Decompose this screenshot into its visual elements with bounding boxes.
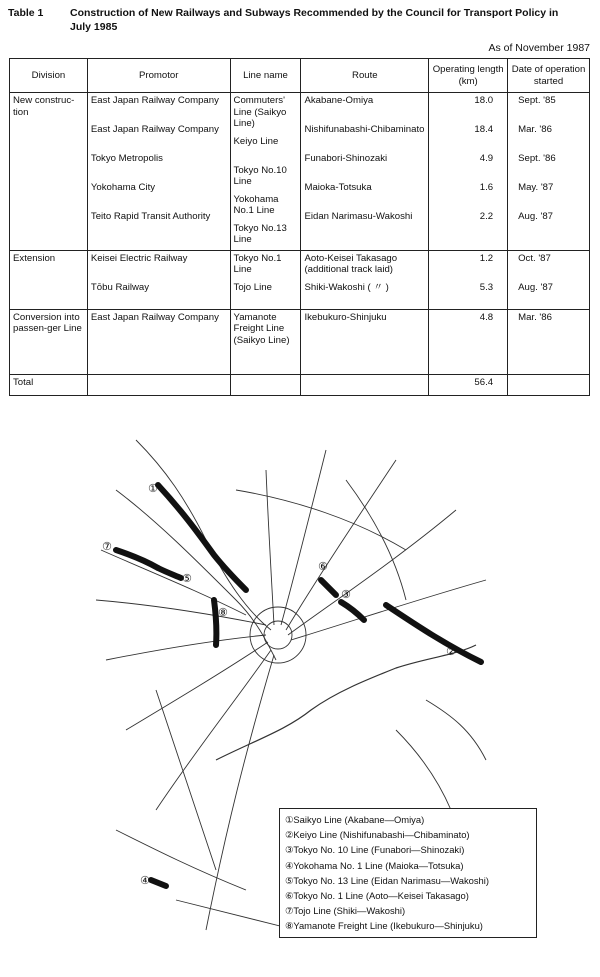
legend-item-8: ⑧Yamanote Freight Line (Ikebukuro—Shinjuku) bbox=[285, 920, 483, 932]
date: Sept. '85 bbox=[518, 95, 556, 106]
map-marker-8: ⑧ bbox=[218, 606, 228, 619]
route: Eidan Narimasu-Wakoshi bbox=[304, 211, 413, 222]
line-cell bbox=[230, 309, 301, 374]
date: Sept. '86 bbox=[518, 153, 556, 164]
table-number: Table 1 bbox=[8, 7, 44, 19]
length-cell bbox=[429, 309, 508, 374]
legend-item-2: ②Keiyo Line (Nishifunabashi—Chibaminato) bbox=[285, 829, 470, 841]
map-marker-4: ④ bbox=[140, 874, 150, 887]
header-line-name: Line name bbox=[230, 59, 301, 93]
line-name: Commuters' Line (Saikyo Line) bbox=[233, 95, 287, 129]
line-name: Tokyo No.13 Line bbox=[233, 222, 287, 245]
length-cell bbox=[429, 250, 508, 309]
table-group-conversion bbox=[10, 309, 590, 374]
map-marker-1: ① bbox=[148, 482, 158, 495]
date-cell bbox=[508, 93, 590, 251]
date-cell bbox=[508, 250, 590, 309]
date: Mar. '86 bbox=[518, 124, 552, 135]
promotor: Keisei Electric Railway bbox=[90, 252, 188, 264]
route: Akabane-Omiya bbox=[304, 95, 374, 106]
line-cell bbox=[230, 93, 301, 251]
length: 2.2 bbox=[479, 211, 494, 222]
map-marker-7: ⑦ bbox=[102, 540, 112, 553]
railway-table bbox=[9, 58, 590, 396]
date-cell bbox=[508, 309, 590, 374]
promotor: Tokyo Metropolis bbox=[90, 153, 163, 164]
date: May. '87 bbox=[518, 182, 554, 193]
table-total-row bbox=[10, 374, 590, 395]
length: 18.0 bbox=[474, 95, 494, 106]
length: 4.8 bbox=[479, 311, 494, 323]
header-promotor: Promotor bbox=[87, 59, 230, 93]
promotor-cell bbox=[87, 93, 230, 251]
promotor: East Japan Railway Company bbox=[90, 124, 219, 135]
route-cell bbox=[301, 250, 429, 309]
legend-item-4: ④Yokohama No. 1 Line (Maioka—Totsuka) bbox=[285, 859, 464, 871]
table-group-new-construction bbox=[10, 93, 590, 251]
header-division: Division bbox=[10, 59, 88, 93]
map-marker-6: ⑥ bbox=[318, 560, 328, 573]
date: Mar. '86 bbox=[518, 311, 552, 323]
division-cell: Extension bbox=[10, 250, 88, 309]
route-cell bbox=[301, 93, 429, 251]
route: Maioka-Totsuka bbox=[304, 182, 372, 193]
promotor: East Japan Railway Company bbox=[90, 311, 219, 323]
route: Nishifunabashi-Chibaminato bbox=[304, 124, 425, 135]
date: Aug. '87 bbox=[518, 281, 553, 293]
map-marker-3: ③ bbox=[341, 588, 351, 601]
date: Aug. '87 bbox=[518, 211, 553, 222]
header-route: Route bbox=[301, 59, 429, 93]
line-name: Keiyo Line bbox=[233, 135, 279, 147]
line-name: Tokyo No.1 Line bbox=[233, 252, 282, 275]
map-legend bbox=[279, 808, 537, 938]
route: Ikebukuro-Shinjuku bbox=[304, 311, 387, 323]
promotor-cell bbox=[87, 250, 230, 309]
line-name: Tojo Line bbox=[233, 281, 272, 293]
map-marker-5: ⑤ bbox=[182, 572, 192, 585]
legend-item-7: ⑦Tojo Line (Shiki—Wakoshi) bbox=[285, 905, 406, 917]
legend-item-5: ⑤Tokyo No. 13 Line (Eidan Narimasu—Wakoshi) bbox=[285, 874, 489, 886]
line-cell bbox=[230, 250, 301, 309]
legend-item-1: ①Saikyo Line (Akabane—Omiya) bbox=[285, 814, 425, 825]
length: 18.4 bbox=[474, 124, 494, 135]
table-caption bbox=[8, 6, 594, 34]
route: Aoto-Keisei Takasago (additional track laid) bbox=[304, 252, 398, 275]
promotor: Tōbu Railway bbox=[90, 281, 150, 293]
legend-item-6: ⑥Tokyo No. 1 Line (Aoto—Keisei Takasago) bbox=[285, 890, 469, 902]
header-date: Date of operation started bbox=[508, 59, 590, 93]
table-title-line2: July 1985 bbox=[70, 21, 118, 33]
line-name: Tokyo No.10 Line bbox=[233, 164, 287, 187]
table-header-row bbox=[10, 59, 590, 93]
length: 4.9 bbox=[479, 153, 494, 164]
promotor: Teito Rapid Transit Authority bbox=[90, 211, 211, 222]
total-label: Total bbox=[10, 374, 88, 395]
table-group-extension bbox=[10, 250, 590, 309]
as-of-date: As of November 1987 bbox=[488, 42, 590, 54]
legend-item-3: ③Tokyo No. 10 Line (Funabori—Shinozaki) bbox=[285, 844, 465, 856]
length-cell bbox=[429, 93, 508, 251]
length: 1.2 bbox=[479, 252, 494, 264]
division-cell: New construc-tion bbox=[10, 93, 88, 251]
total-length: 56.4 bbox=[429, 374, 508, 395]
length: 1.6 bbox=[479, 182, 494, 193]
line-name: Yokohama No.1 Line bbox=[233, 193, 279, 216]
promotor: Yokohama City bbox=[90, 182, 156, 193]
length: 5.3 bbox=[479, 281, 494, 293]
promotor-cell bbox=[87, 309, 230, 374]
route: Funabori-Shinozaki bbox=[304, 153, 388, 164]
header-length: Operating length (km) bbox=[429, 59, 508, 93]
line-name: Yamanote Freight Line (Saikyo Line) bbox=[233, 311, 290, 346]
division-cell: Conversion into passen-ger Line bbox=[10, 309, 88, 374]
date: Oct. '87 bbox=[518, 252, 551, 264]
table-title-line1: Construction of New Railways and Subways Recommended by the Council for Transport Policy in bbox=[70, 7, 559, 19]
promotor: East Japan Railway Company bbox=[90, 95, 219, 106]
route: Shiki-Wakoshi ( 〃 ) bbox=[304, 281, 389, 293]
map-marker-2: ② bbox=[446, 645, 456, 658]
route-cell bbox=[301, 309, 429, 374]
